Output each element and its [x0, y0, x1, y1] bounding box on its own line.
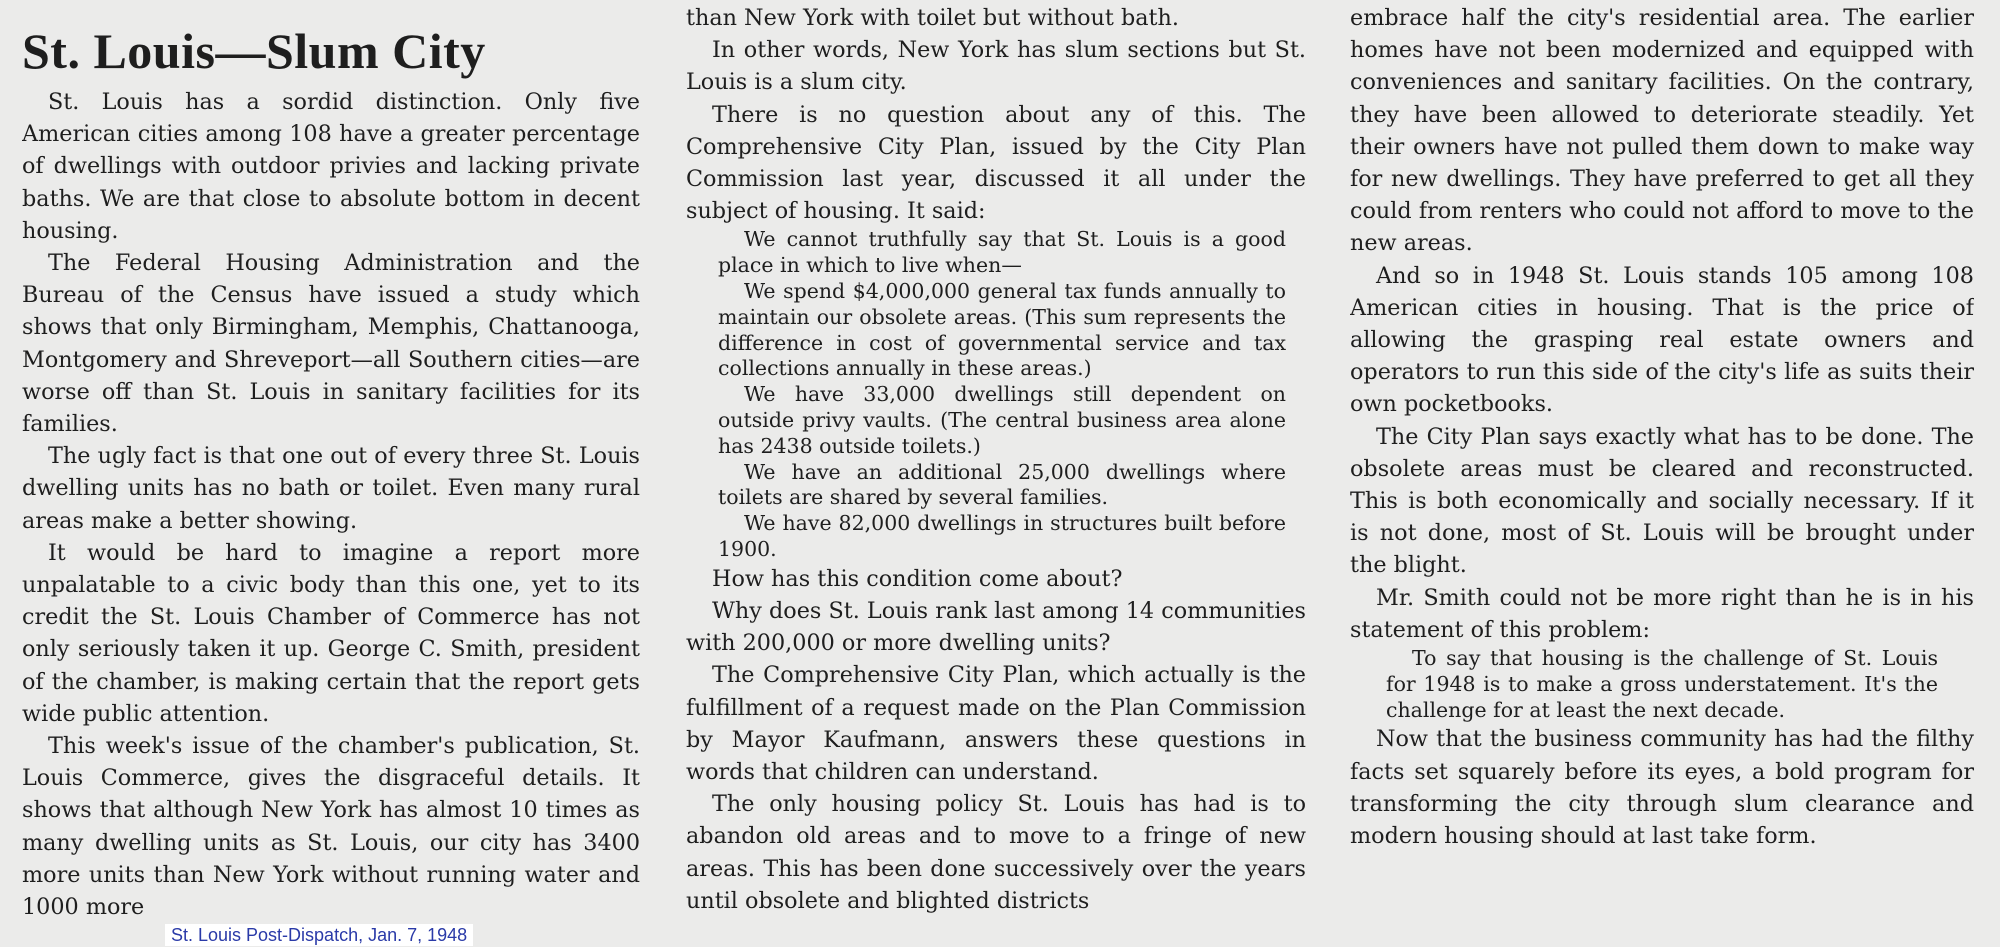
paragraph: And so in 1948 St. Louis stands 105 among 108 American cities in housing. That is the price of allowing the grasping real estate owners and operators to run this side of the city's life as suits their own pocketbooks. — [1350, 262, 1974, 418]
source-caption: St. Louis Post-Dispatch, Jan. 7, 1948 — [165, 924, 473, 946]
paragraph-continued: than New York with toilet but without bath. — [686, 5, 1179, 31]
column-2 — [686, 2, 1306, 947]
quote-paragraph: To say that housing is the challenge of St. Louis for 1948 is to make a gross understatement. It's the challenge for at least the next decade. — [1386, 646, 1938, 722]
paragraph: The Comprehensive City Plan, which actually is the fulfillment of a request made on the Plan Commission by Mayor Kaufmann, answers these questions in words that children can understand. — [686, 662, 1306, 785]
quote-paragraph: We spend $4,000,000 general tax funds annually to maintain our obsolete areas. (This sum represents the difference in cost of governmental service and tax collections annually in these areas.) — [718, 279, 1286, 381]
paragraph: Why does St. Louis rank last among 14 communities with 200,000 or more dwelling units? — [686, 597, 1306, 657]
paragraph: There is no question about any of this. The Comprehensive City Plan, issued by the City Plan Commission last year, discussed it all under the subject of housing. It said: — [686, 101, 1306, 225]
paragraph: The only housing policy St. Louis has had is to abandon old areas and to move to a fringe of new areas. This has been done successively over the years until obsolete and blighted districts — [686, 791, 1306, 914]
paragraph: This week's issue of the chamber's publication, St. Louis Commerce, gives the disgraceful details. It shows that although New York has almost 10 times as many dwelling units as St. Louis, our city has 3400 more units than New York without running water and 1000 more — [22, 733, 640, 920]
paragraph: It would be hard to imagine a report more unpalatable to a civic body than this one, yet to its credit the St. Louis Chamber of Commerce has not only seriously taken it up. George C. Smith, president of the chamber, is making certain that the report gets wide public attention. — [22, 539, 640, 727]
quote-paragraph: We have 33,000 dwellings still dependent on outside privy vaults. (The central business area alone has 2438 outside toilets.) — [718, 382, 1286, 458]
paragraph: St. Louis has a sordid distinction. Only five American cities among 108 have a greater percentage of dwellings with outdoor privies and lacking private baths. We are that close to absolute bottom in decent housing. — [22, 89, 640, 244]
quote-paragraph: We cannot truthfully say that St. Louis is a good place in which to live when— — [718, 227, 1286, 278]
column-1 — [22, 20, 640, 920]
paragraph: Mr. Smith could not be more right than he is in his statement of this problem: — [1350, 584, 1974, 643]
paragraph: Now that the business community has had the filthy facts set squarely before its eyes, a bold program for transforming the city through slum clearance and modern housing should at last take form. — [1350, 726, 1974, 850]
column-3 — [1350, 2, 1974, 947]
paragraph-continued: embrace half the city's residential area. The earlier homes have not been modernized and equipped with conveniences and sanitary facilities. On the contrary, they have been allowed to deteriorate steadily. Yet their owners have not pulled them down to make way for new dwellings. They have preferred to get all they could from renters who could not afford to move to the new areas. — [1350, 5, 1974, 257]
headline: St. Louis—Slum City — [22, 23, 486, 79]
paragraph: In other words, New York has slum sections but St. Louis is a slum city. — [686, 37, 1306, 96]
paragraph: The ugly fact is that one out of every three St. Louis dwelling units has no bath or toilet. Even many rural areas make a better showing. — [22, 443, 640, 534]
quotation-block — [686, 227, 1306, 562]
paragraph: The City Plan says exactly what has to be done. The obsolete areas must be cleared and reconstructed. This is both economically and socially necessary. If it is not done, most of St. Louis will be brought under the blight. — [1350, 423, 1974, 579]
quote-paragraph: We have 82,000 dwellings in structures built before 1900. — [718, 511, 1286, 561]
paragraph: How has this condition come about? — [712, 565, 1123, 592]
paragraph: The Federal Housing Administration and the Bureau of the Census have issued a study which shows that only Birmingham, Memphis, Chattanooga, Montgomery and Shreveport—all Southern cities—are worse off than St. Louis in sanitary facilities for its families. — [22, 250, 640, 438]
quotation-block — [1350, 646, 1974, 723]
quote-paragraph: We have an additional 25,000 dwellings where toilets are shared by several families. — [718, 459, 1286, 510]
